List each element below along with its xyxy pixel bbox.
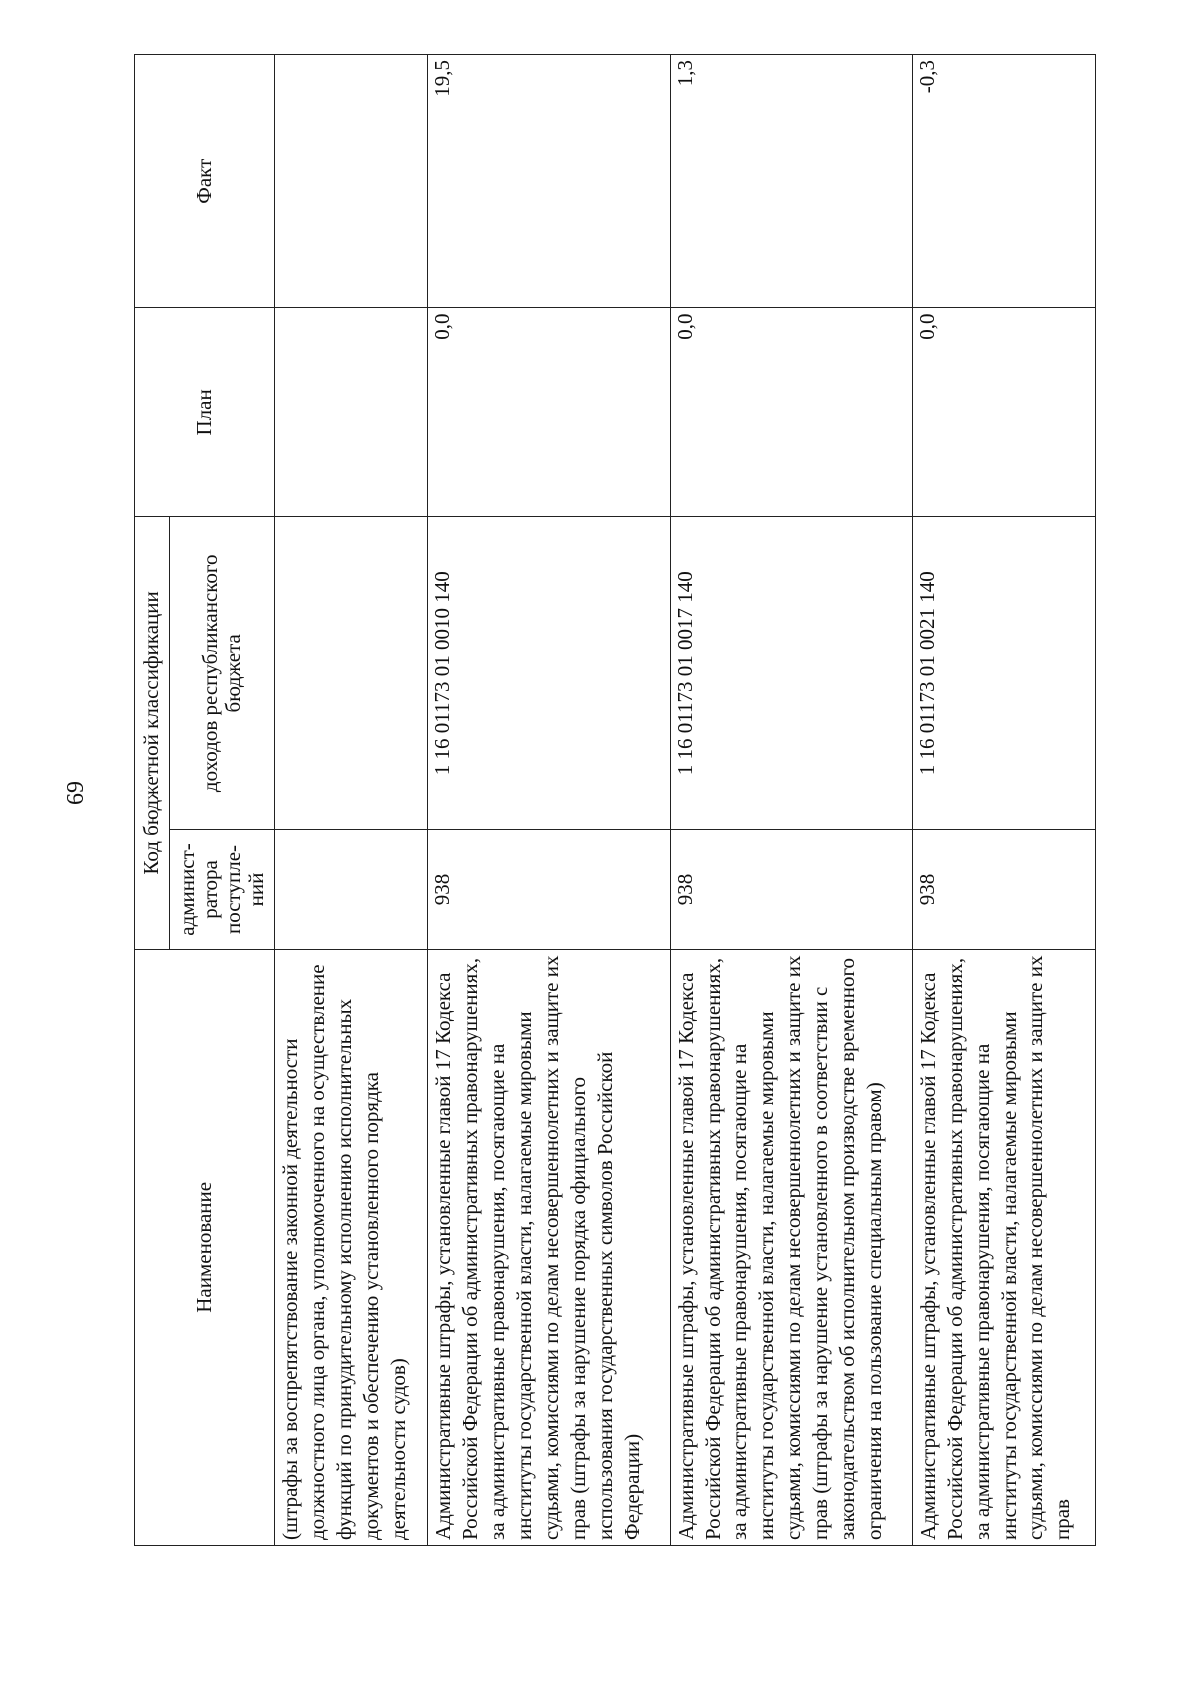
- header-row-1: [135, 55, 170, 1546]
- row-admin-code: 938: [912, 830, 1095, 949]
- budget-table: [134, 54, 1096, 1546]
- row-income-code: 1 16 01173 01 0021 140: [912, 517, 1095, 830]
- page-number: 69: [63, 781, 89, 805]
- row-plan: 0,0: [670, 308, 912, 517]
- row-fact: 1,3: [670, 55, 912, 309]
- header-admin: админист-ратора поступле-ний: [170, 830, 275, 949]
- header-fact: Факт: [135, 55, 275, 309]
- header-code-group: Код бюджетной классификации: [135, 517, 170, 949]
- header-income: доходов республиканского бюджета: [170, 517, 275, 830]
- header-name: Наименование: [135, 949, 275, 1545]
- row-name: (штрафы за воспрепятствование законной деятельности должностного лица органа, уполномоченного на осуществление функций по принудительному исполнению исполнительных документов и обеспечению установленного порядка деятельности судов): [275, 949, 428, 1545]
- row-name: Административные штрафы, установленные главой 17 Кодекса Российской Федерации об административных правонарушениях, за административные правонарушения, посягающие на институты государственной власти, налагаемые мировыми судьями, комиссиями по делам несовершеннолетних и защите их прав: [912, 949, 1095, 1545]
- row-admin-code: 938: [670, 830, 912, 949]
- table-row: [428, 55, 670, 1546]
- row-name: Административные штрафы, установленные главой 17 Кодекса Российской Федерации об административных правонарушениях, за административные правонарушения, посягающие на институты государственной власти, налагаемые мировыми судьями, комиссиями по делам несовершеннолетних и защите их прав (штрафы за нарушение установленного в соответствии с законодательством об исполнительном производстве временного ограничения на пользование специальным правом): [670, 949, 912, 1545]
- budget-table-container: [134, 54, 1096, 1546]
- row-plan: 0,0: [912, 308, 1095, 517]
- table-row: [275, 55, 428, 1546]
- header-plan: План: [135, 308, 275, 517]
- table-row: [912, 55, 1095, 1546]
- row-plan: [275, 308, 428, 517]
- row-fact: 19,5: [428, 55, 670, 309]
- row-income-code: [275, 517, 428, 830]
- row-plan: 0,0: [428, 308, 670, 517]
- row-admin-code: [275, 830, 428, 949]
- table-row: [670, 55, 912, 1546]
- row-name: Административные штрафы, установленные главой 17 Кодекса Российской Федерации об административных правонарушениях, за административные правонарушения, посягающие на институты государственной власти, налагаемые мировыми судьями, комиссиями по делам несовершеннолетних и защите их прав (штрафы за нарушение порядка официального использования государственных символов Российской Федерации): [428, 949, 670, 1545]
- row-income-code: 1 16 01173 01 0010 140: [428, 517, 670, 830]
- row-admin-code: 938: [428, 830, 670, 949]
- row-fact: -0,3: [912, 55, 1095, 309]
- row-fact: [275, 55, 428, 309]
- row-income-code: 1 16 01173 01 0017 140: [670, 517, 912, 830]
